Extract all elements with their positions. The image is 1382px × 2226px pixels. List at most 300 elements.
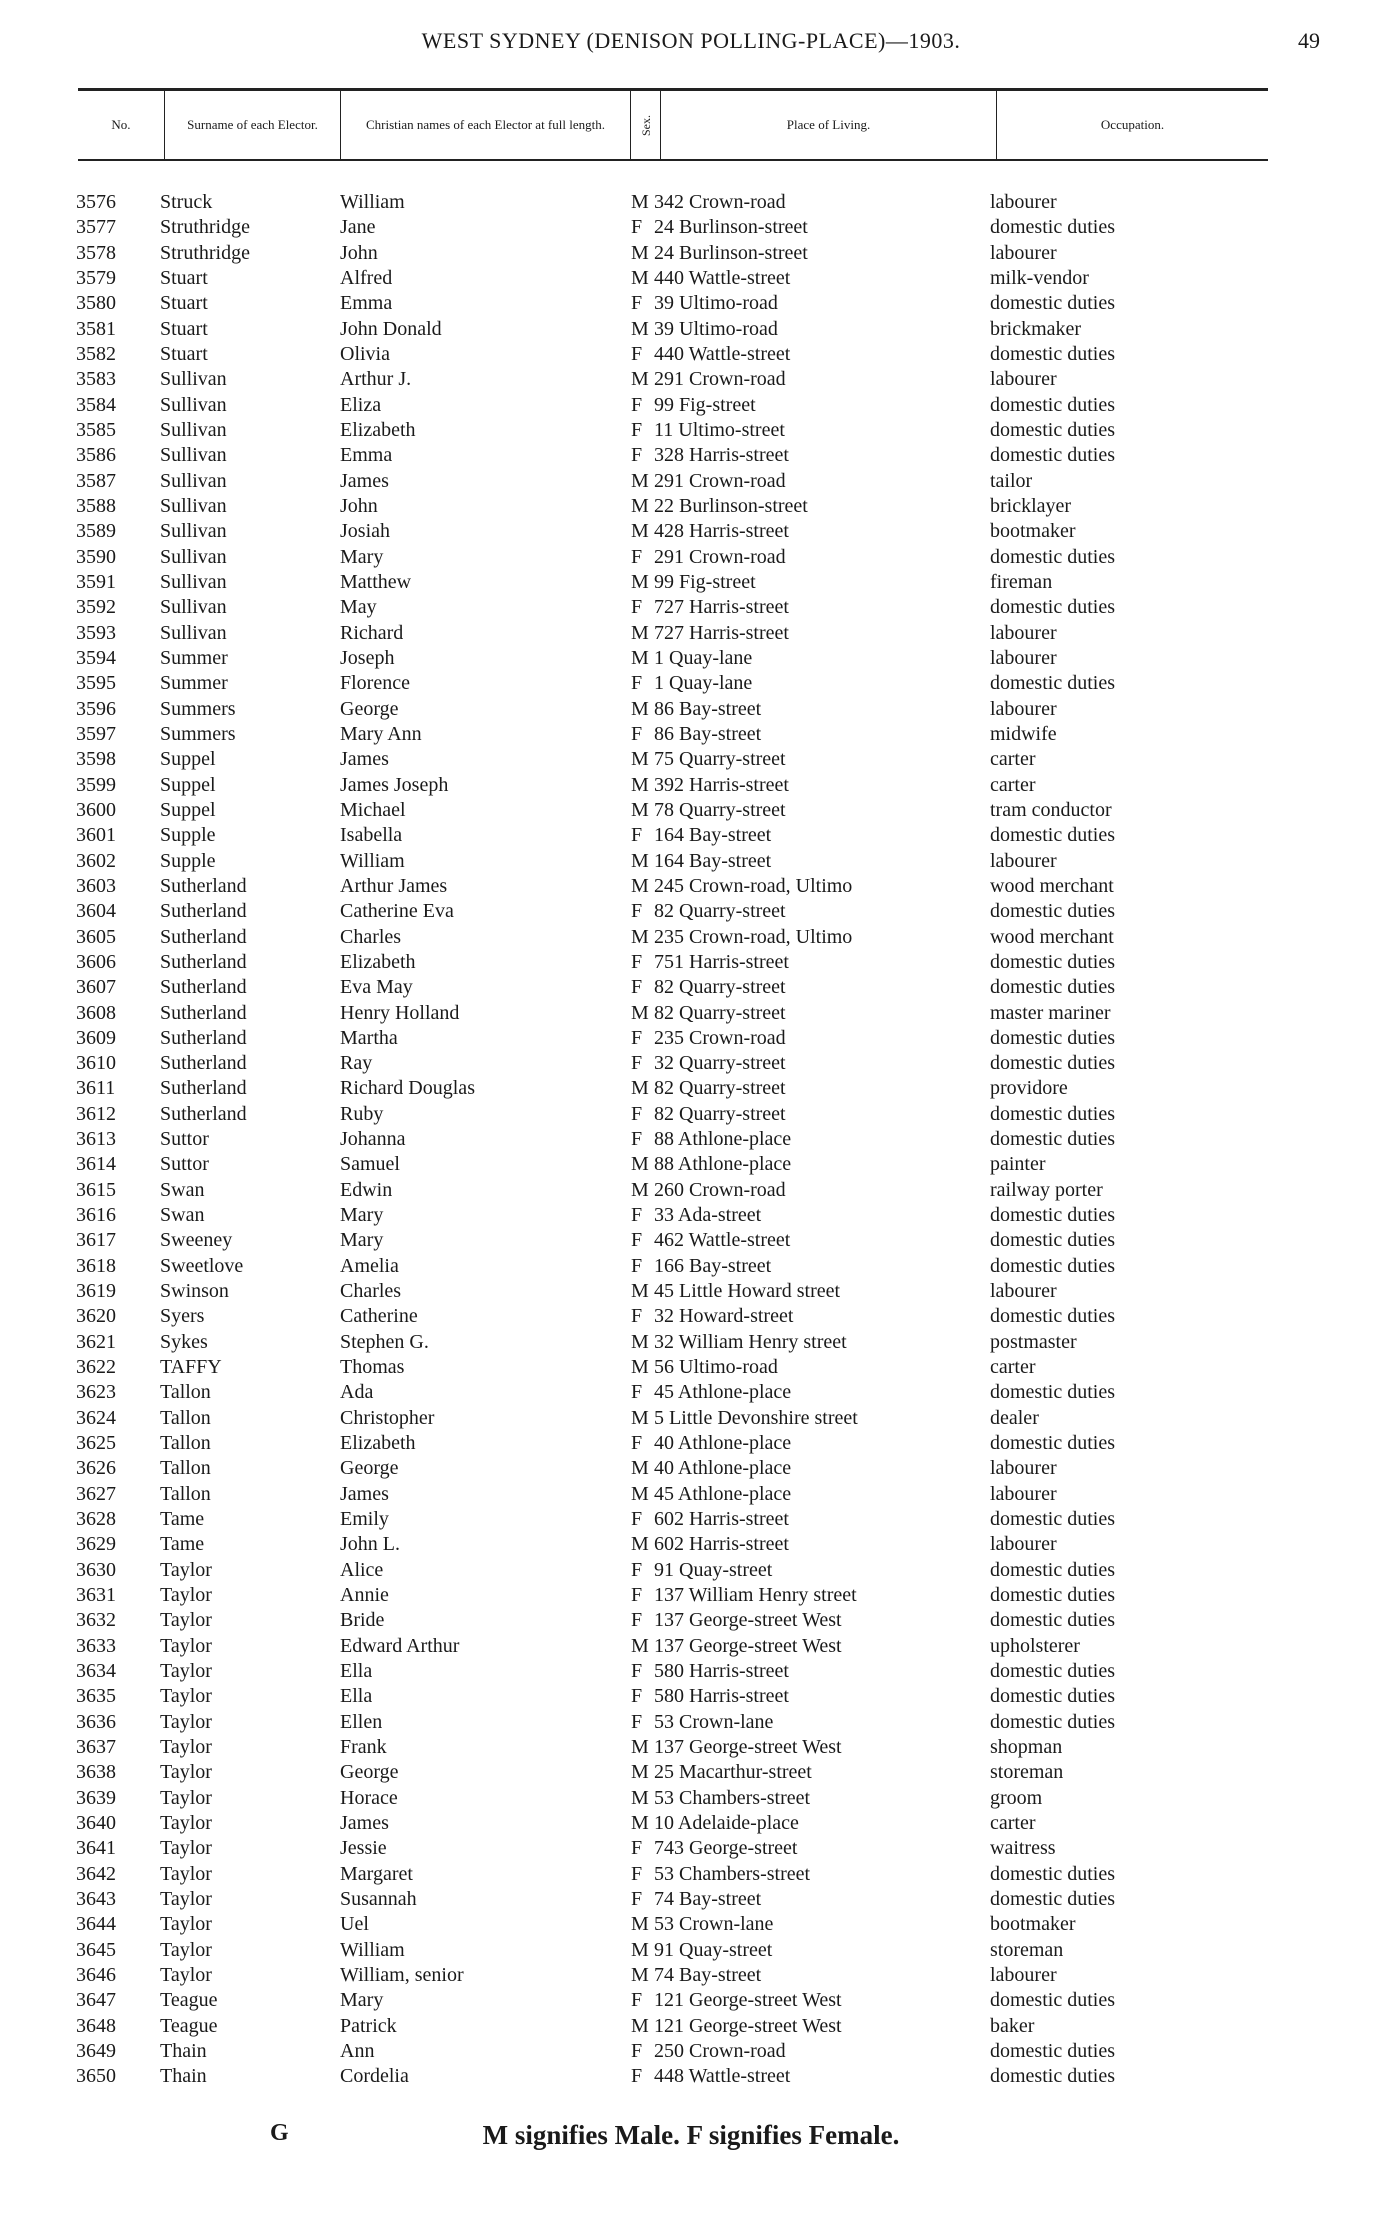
elector-number: 3585 (76, 418, 116, 441)
elector-place: 45 Athlone-place (654, 1482, 792, 1505)
page-number: 49 (1298, 28, 1320, 53)
elector-sex: F (631, 976, 643, 999)
elector-occupation: domestic duties (990, 342, 1115, 365)
elector-occupation: domestic duties (990, 900, 1115, 923)
sex-legend-note: M signifies Male. F signifies Female. (482, 2120, 900, 2150)
table-row (0, 418, 1382, 443)
elector-number: 3608 (76, 1001, 116, 1024)
elector-place: 428 Harris-street (654, 520, 789, 543)
elector-christian-names: Ray (340, 1052, 373, 1075)
elector-christian-names: Catherine (340, 1305, 418, 1328)
table-row (0, 1380, 1382, 1405)
elector-christian-names: Mary (340, 1989, 384, 2012)
elector-surname: Taylor (160, 1938, 212, 1961)
elector-occupation: domestic duties (990, 1432, 1115, 1455)
elector-place: 11 Ultimo-street (654, 418, 785, 441)
elector-christian-names: Johanna (340, 1128, 406, 1151)
table-row (0, 773, 1382, 798)
table-row (0, 1456, 1382, 1481)
elector-christian-names: Ella (340, 1660, 373, 1683)
elector-christian-names: Charles (340, 1280, 402, 1303)
table-row (0, 1228, 1382, 1253)
elector-sex: M (631, 469, 649, 492)
elector-sex: M (631, 1406, 649, 1429)
elector-number: 3649 (76, 2039, 116, 2062)
table-row (0, 1659, 1382, 1684)
elector-place: 75 Quarry-street (654, 748, 786, 771)
elector-christian-names: John L. (340, 1533, 400, 1556)
elector-place: 53 Chambers-street (654, 1862, 811, 1885)
elector-occupation: domestic duties (990, 2039, 1115, 2062)
column-header-sex-label: Sex. (638, 114, 653, 136)
elector-place: 53 Chambers-street (654, 1786, 811, 1809)
elector-occupation: labourer (990, 191, 1057, 213)
elector-number: 3617 (76, 1229, 116, 1252)
table-row (0, 1001, 1382, 1026)
elector-sex: F (631, 1229, 643, 1252)
table-row (0, 823, 1382, 848)
elector-christian-names: Isabella (340, 824, 403, 847)
table-row (0, 469, 1382, 494)
table-row (0, 849, 1382, 874)
elector-surname: Sutherland (160, 1052, 247, 1075)
elector-place: 602 Harris-street (654, 1508, 789, 1531)
elector-place: 82 Quarry-street (654, 1102, 786, 1125)
elector-surname: Swan (160, 1178, 205, 1201)
elector-surname: Taylor (160, 1558, 212, 1581)
elector-occupation: painter (990, 1153, 1046, 1176)
elector-number: 3576 (76, 191, 116, 213)
elector-occupation: domestic duties (990, 672, 1115, 695)
elector-number: 3582 (76, 342, 116, 365)
elector-occupation: labourer (990, 1963, 1057, 1986)
elector-place: 10 Adelaide-place (654, 1812, 799, 1834)
elector-surname: Supple (160, 824, 216, 847)
elector-place: 1 Quay-lane (654, 646, 753, 669)
elector-sex: F (631, 444, 643, 467)
elector-christian-names: Patrick (340, 2014, 397, 2037)
elector-place: 99 Fig-street (654, 570, 756, 593)
elector-sex: F (631, 342, 643, 365)
table-row (0, 1431, 1382, 1456)
elector-surname: Struthridge (160, 241, 250, 264)
elector-christian-names: May (340, 596, 377, 619)
elector-number: 3613 (76, 1128, 116, 1151)
elector-surname: Taylor (160, 1584, 212, 1607)
elector-number: 3584 (76, 393, 116, 416)
elector-surname: Struck (160, 191, 213, 213)
elector-place: 328 Harris-street (654, 444, 789, 467)
elector-occupation: domestic duties (990, 1710, 1115, 1733)
table-row (0, 291, 1382, 316)
table-row (0, 241, 1382, 266)
elector-surname: Sutherland (160, 1077, 247, 1100)
elector-surname: Taylor (160, 1609, 212, 1632)
elector-christian-names: Arthur J. (340, 368, 412, 391)
elector-occupation: domestic duties (990, 1254, 1115, 1277)
elector-surname: Tame (160, 1533, 205, 1556)
elector-number: 3630 (76, 1558, 116, 1581)
elector-christian-names: Arthur James (340, 874, 448, 897)
elector-sex: M (631, 1001, 649, 1024)
elector-occupation: domestic duties (990, 976, 1115, 999)
elector-number: 3614 (76, 1153, 116, 1176)
elector-christian-names: Uel (340, 1913, 369, 1936)
elector-sex: M (631, 1457, 649, 1480)
elector-place: 291 Crown-road (654, 469, 786, 492)
column-header-surname: Surname of each Elector. (164, 91, 340, 159)
elector-sex: F (631, 216, 643, 239)
elector-occupation: bricklayer (990, 494, 1072, 517)
elector-christian-names: Josiah (340, 520, 390, 543)
elector-surname: Sutherland (160, 925, 247, 948)
elector-sex: F (631, 1204, 643, 1227)
elector-sex: M (631, 621, 649, 644)
elector-occupation: carter (990, 748, 1036, 771)
table-row (0, 1279, 1382, 1304)
elector-occupation: waitress (990, 1837, 1056, 1860)
elector-sex: M (631, 925, 649, 948)
elector-occupation: domestic duties (990, 1862, 1115, 1885)
elector-sex: M (631, 1178, 649, 1201)
elector-number: 3610 (76, 1052, 116, 1075)
elector-place: 24 Burlinson-street (654, 216, 808, 239)
elector-surname: Tame (160, 1508, 205, 1531)
elector-number: 3629 (76, 1533, 116, 1556)
elector-occupation: labourer (990, 849, 1057, 872)
elector-place: 291 Crown-road (654, 368, 786, 391)
elector-christian-names: Annie (340, 1584, 389, 1607)
elector-occupation: domestic duties (990, 418, 1115, 441)
table-row (0, 393, 1382, 418)
table-row (0, 494, 1382, 519)
table-row (0, 1051, 1382, 1076)
elector-surname: Taylor (160, 1710, 212, 1733)
elector-place: 5 Little Devonshire street (654, 1406, 858, 1429)
elector-occupation: domestic duties (990, 596, 1115, 619)
elector-surname: Sutherland (160, 900, 247, 923)
table-row (0, 1836, 1382, 1861)
table-row (0, 342, 1382, 367)
elector-number: 3591 (76, 570, 116, 593)
elector-number: 3589 (76, 520, 116, 543)
table-row (0, 2014, 1382, 2039)
elector-surname: Suttor (160, 1153, 209, 1176)
elector-place: 727 Harris-street (654, 596, 789, 619)
table-row (0, 874, 1382, 899)
elector-sex: F (631, 545, 643, 568)
elector-place: 86 Bay-street (654, 722, 762, 745)
elector-christian-names: Christopher (340, 1406, 435, 1429)
elector-christian-names: Thomas (340, 1356, 405, 1379)
elector-number: 3641 (76, 1837, 116, 1860)
table-row (0, 1203, 1382, 1228)
table-row (0, 1938, 1382, 1963)
elector-christian-names: John (340, 494, 378, 517)
table-row (0, 519, 1382, 544)
elector-sex: M (631, 1913, 649, 1936)
page-header (0, 22, 1382, 62)
elector-place: 53 Crown-lane (654, 1710, 774, 1733)
elector-christian-names: Mary (340, 1229, 384, 1252)
elector-surname: Suppel (160, 773, 216, 796)
elector-surname: Suppel (160, 748, 216, 771)
elector-surname: Sullivan (160, 494, 227, 517)
elector-occupation: domestic duties (990, 1229, 1115, 1252)
elector-place: 32 Howard-street (654, 1305, 794, 1328)
elector-christian-names: Frank (340, 1736, 387, 1759)
elector-number: 3643 (76, 1887, 116, 1910)
elector-sex: M (631, 1280, 649, 1303)
elector-number: 3645 (76, 1938, 116, 1961)
elector-place: 40 Athlone-place (654, 1432, 792, 1455)
elector-sex: M (631, 1634, 649, 1657)
table-row (0, 266, 1382, 291)
elector-number: 3624 (76, 1406, 116, 1429)
elector-occupation: labourer (990, 697, 1057, 720)
elector-occupation: railway porter (990, 1178, 1103, 1201)
table-row (0, 1862, 1382, 1887)
elector-place: 164 Bay-street (654, 849, 772, 872)
elector-number: 3644 (76, 1913, 116, 1936)
elector-surname: Taylor (160, 1887, 212, 1910)
elector-sex: M (631, 773, 649, 796)
elector-number: 3581 (76, 317, 116, 340)
elector-number: 3597 (76, 722, 116, 745)
elector-christian-names: William (340, 191, 405, 213)
table-row (0, 190, 1382, 215)
elector-sex: M (631, 697, 649, 720)
elector-number: 3648 (76, 2014, 116, 2037)
elector-occupation: domestic duties (990, 1305, 1115, 1328)
elector-occupation: carter (990, 773, 1036, 796)
elector-number: 3620 (76, 1305, 116, 1328)
elector-occupation: bootmaker (990, 520, 1076, 543)
elector-christian-names: Mary (340, 545, 384, 568)
elector-sex: F (631, 1660, 643, 1683)
elector-christian-names: Edwin (340, 1178, 393, 1201)
elector-occupation: postmaster (990, 1330, 1077, 1353)
elector-occupation: providore (990, 1077, 1068, 1100)
elector-surname: Suttor (160, 1128, 209, 1151)
elector-christian-names: Alice (340, 1558, 384, 1581)
elector-sex: F (631, 900, 643, 923)
elector-christian-names: Stephen G. (340, 1330, 429, 1353)
elector-sex: M (631, 1761, 649, 1784)
table-row (0, 1684, 1382, 1709)
elector-occupation: domestic duties (990, 1508, 1115, 1531)
elector-place: 86 Bay-street (654, 697, 762, 720)
elector-sex: M (631, 1812, 649, 1834)
elector-sex: F (631, 1254, 643, 1277)
elector-christian-names: James (340, 748, 389, 771)
elector-place: 88 Athlone-place (654, 1128, 792, 1151)
elector-christian-names: Jane (340, 216, 376, 239)
elector-number: 3601 (76, 824, 116, 847)
elector-sex: F (631, 1381, 643, 1404)
elector-sex: M (631, 1330, 649, 1353)
elector-surname: Taylor (160, 1685, 212, 1708)
elector-occupation: domestic duties (990, 1026, 1115, 1049)
elector-number: 3580 (76, 292, 116, 315)
table-row (0, 1583, 1382, 1608)
elector-surname: Swinson (160, 1280, 229, 1303)
elector-number: 3590 (76, 545, 116, 568)
elector-christian-names: Mary Ann (340, 722, 422, 745)
elector-surname: Tallon (160, 1457, 211, 1480)
elector-christian-names: Joseph (340, 646, 395, 669)
elector-number: 3606 (76, 950, 116, 973)
table-row (0, 1811, 1382, 1836)
elector-surname: Taylor (160, 1862, 212, 1885)
elector-place: 45 Athlone-place (654, 1381, 792, 1404)
table-row (0, 1482, 1382, 1507)
elector-christian-names: Emma (340, 292, 393, 315)
elector-occupation: carter (990, 1812, 1036, 1834)
table-row (0, 215, 1382, 240)
elector-sex: M (631, 317, 649, 340)
elector-place: 53 Crown-lane (654, 1913, 774, 1936)
elector-sex: M (631, 646, 649, 669)
elector-surname: Taylor (160, 1786, 212, 1809)
elector-surname: Suppel (160, 798, 216, 821)
column-header (78, 88, 1268, 161)
elector-christian-names: George (340, 1457, 399, 1480)
elector-sex: F (631, 1026, 643, 1049)
elector-sex: M (631, 1077, 649, 1100)
elector-place: 32 Quarry-street (654, 1052, 786, 1075)
elector-sex: F (631, 950, 643, 973)
elector-surname: Summers (160, 697, 236, 720)
elector-sex: M (631, 241, 649, 264)
elector-place: 25 Macarthur-street (654, 1761, 812, 1784)
elector-christian-names: James (340, 469, 389, 492)
elector-occupation: carter (990, 1356, 1036, 1379)
elector-place: 1 Quay-lane (654, 672, 753, 695)
elector-surname: TAFFY (160, 1356, 222, 1379)
elector-christian-names: Ella (340, 1685, 373, 1708)
elector-number: 3599 (76, 773, 116, 796)
table-row (0, 1963, 1382, 1988)
elector-surname: Summers (160, 722, 236, 745)
table-row (0, 595, 1382, 620)
elector-place: 74 Bay-street (654, 1963, 762, 1986)
elector-christian-names: Olivia (340, 342, 390, 365)
elector-occupation: shopman (990, 1736, 1063, 1759)
elector-place: 24 Burlinson-street (654, 241, 808, 264)
elector-surname: Syers (160, 1305, 205, 1328)
elector-surname: Sutherland (160, 976, 247, 999)
elector-occupation: labourer (990, 241, 1057, 264)
elector-christian-names: Eliza (340, 393, 382, 416)
elector-christian-names: Bride (340, 1609, 385, 1632)
elector-sex: M (631, 1786, 649, 1809)
elector-sex: M (631, 874, 649, 897)
elector-christian-names: John Donald (340, 317, 442, 340)
table-row (0, 697, 1382, 722)
elector-surname: Summer (160, 646, 228, 669)
elector-number: 3586 (76, 444, 116, 467)
elector-place: 56 Ultimo-road (654, 1356, 778, 1379)
elector-sex: M (631, 748, 649, 771)
elector-place: 32 William Henry street (654, 1330, 847, 1353)
elector-occupation: storeman (990, 1761, 1064, 1784)
table-row (0, 1152, 1382, 1177)
elector-sex: F (631, 1128, 643, 1151)
column-header-place: Place of Living. (660, 91, 996, 159)
elector-place: 99 Fig-street (654, 393, 756, 416)
elector-christian-names: James (340, 1482, 389, 1505)
elector-christian-names: William (340, 1938, 405, 1961)
elector-christian-names: Alfred (340, 266, 393, 289)
elector-place: 45 Little Howard street (654, 1280, 841, 1303)
elector-occupation: domestic duties (990, 2065, 1115, 2088)
elector-christian-names: Henry Holland (340, 1001, 460, 1024)
elector-number: 3621 (76, 1330, 116, 1353)
table-row (0, 1786, 1382, 1811)
elector-surname: Sullivan (160, 520, 227, 543)
table-row (0, 925, 1382, 950)
elector-number: 3628 (76, 1508, 116, 1531)
elector-place: 82 Quarry-street (654, 1001, 786, 1024)
elector-surname: Teague (160, 2014, 218, 2037)
table-row (0, 671, 1382, 696)
elector-sex: M (631, 191, 649, 213)
elector-place: 602 Harris-street (654, 1533, 789, 1556)
elector-occupation: tram conductor (990, 798, 1112, 821)
elector-place: 164 Bay-street (654, 824, 772, 847)
table-row (0, 367, 1382, 392)
elector-occupation: domestic duties (990, 1887, 1115, 1910)
elector-occupation: master mariner (990, 1001, 1111, 1024)
elector-place: 260 Crown-road (654, 1178, 786, 1201)
elector-surname: Sullivan (160, 570, 227, 593)
elector-number: 3588 (76, 494, 116, 517)
table-row (0, 1076, 1382, 1101)
elector-surname: Tallon (160, 1406, 211, 1429)
elector-surname: Sullivan (160, 545, 227, 568)
table-row (0, 1760, 1382, 1785)
table-row (0, 646, 1382, 671)
elector-surname: Taylor (160, 1634, 212, 1657)
table-row (0, 747, 1382, 772)
elector-christian-names: Florence (340, 672, 410, 695)
elector-sex: M (631, 1736, 649, 1759)
elector-place: 580 Harris-street (654, 1660, 789, 1683)
elector-number: 3640 (76, 1812, 116, 1834)
elector-occupation: domestic duties (990, 292, 1115, 315)
signature-mark: G (270, 2120, 289, 2146)
elector-occupation: wood merchant (990, 874, 1114, 897)
elector-occupation: upholsterer (990, 1634, 1080, 1657)
elector-surname: Taylor (160, 1761, 212, 1784)
elector-occupation: domestic duties (990, 444, 1115, 467)
elector-sex: M (631, 1153, 649, 1176)
elector-sex: F (631, 1862, 643, 1885)
elector-surname: Thain (160, 2065, 207, 2088)
elector-number: 3602 (76, 849, 116, 872)
elector-number: 3637 (76, 1736, 116, 1759)
table-row (0, 722, 1382, 747)
elector-occupation: bootmaker (990, 1913, 1076, 1936)
elector-sex: F (631, 1102, 643, 1125)
elector-surname: Stuart (160, 342, 208, 365)
elector-christian-names: George (340, 1761, 399, 1784)
elector-number: 3631 (76, 1584, 116, 1607)
elector-place: 245 Crown-road, Ultimo (654, 874, 853, 897)
elector-sex: F (631, 292, 643, 315)
elector-number: 3594 (76, 646, 116, 669)
